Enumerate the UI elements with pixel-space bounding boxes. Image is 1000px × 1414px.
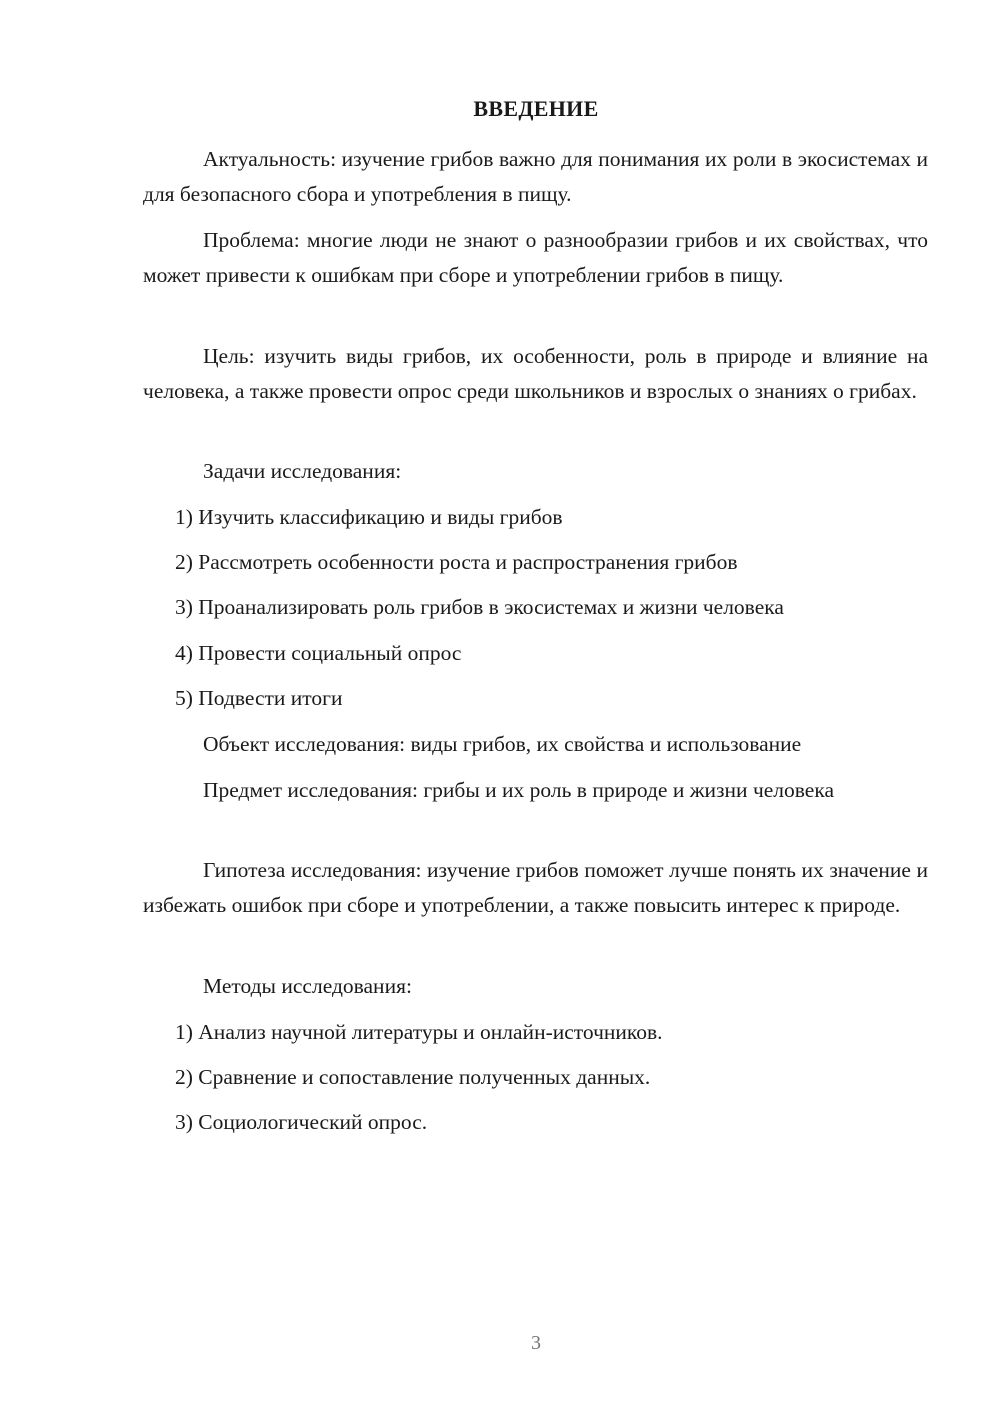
task-item-5: 5) Подвести итоги [175, 686, 343, 710]
tasks-title: Задачи исследования: [203, 459, 402, 483]
object-paragraph: Объект исследования: виды грибов, их свойства и использование [203, 732, 802, 756]
section-heading: ВВЕДЕНИЕ [473, 96, 599, 121]
task-item-3: 3) Проанализировать роль грибов в экосистемах и жизни человека [175, 595, 784, 619]
methods-title: Методы исследования: [203, 974, 412, 998]
hypothesis-paragraph: Гипотеза исследования: изучение грибов поможет лучше понять их значение и избежать ошибок при сборе и употреблении, а также повысить интерес к природе. [143, 858, 928, 917]
task-item-2: 2) Рассмотреть особенности роста и распространения грибов [175, 550, 738, 574]
method-item-1: 1) Анализ научной литературы и онлайн-источников. [175, 1020, 663, 1044]
goal-paragraph: Цель: изучить виды грибов, их особенности, роль в природе и влияние на человека, а также провести опрос среди школьников и взрослых о знаниях о грибах. [143, 344, 928, 403]
problem-paragraph: Проблема: многие люди не знают о разнообразии грибов и их свойствах, что может привести к ошибкам при сборе и употреблении грибов в пищу. [143, 228, 928, 287]
relevance-paragraph: Актуальность: изучение грибов важно для понимания их роли в экосистемах и для безопасного сбора и употребления в пищу. [143, 147, 928, 206]
subject-paragraph: Предмет исследования: грибы и их роль в природе и жизни человека [203, 778, 835, 802]
task-item-1: 1) Изучить классификацию и виды грибов [175, 505, 563, 529]
page-number: 3 [531, 1332, 541, 1354]
method-item-3: 3) Социологический опрос. [175, 1110, 428, 1134]
method-item-2: 2) Сравнение и сопоставление полученных данных. [175, 1065, 651, 1089]
task-item-4: 4) Провести социальный опрос [175, 641, 462, 665]
